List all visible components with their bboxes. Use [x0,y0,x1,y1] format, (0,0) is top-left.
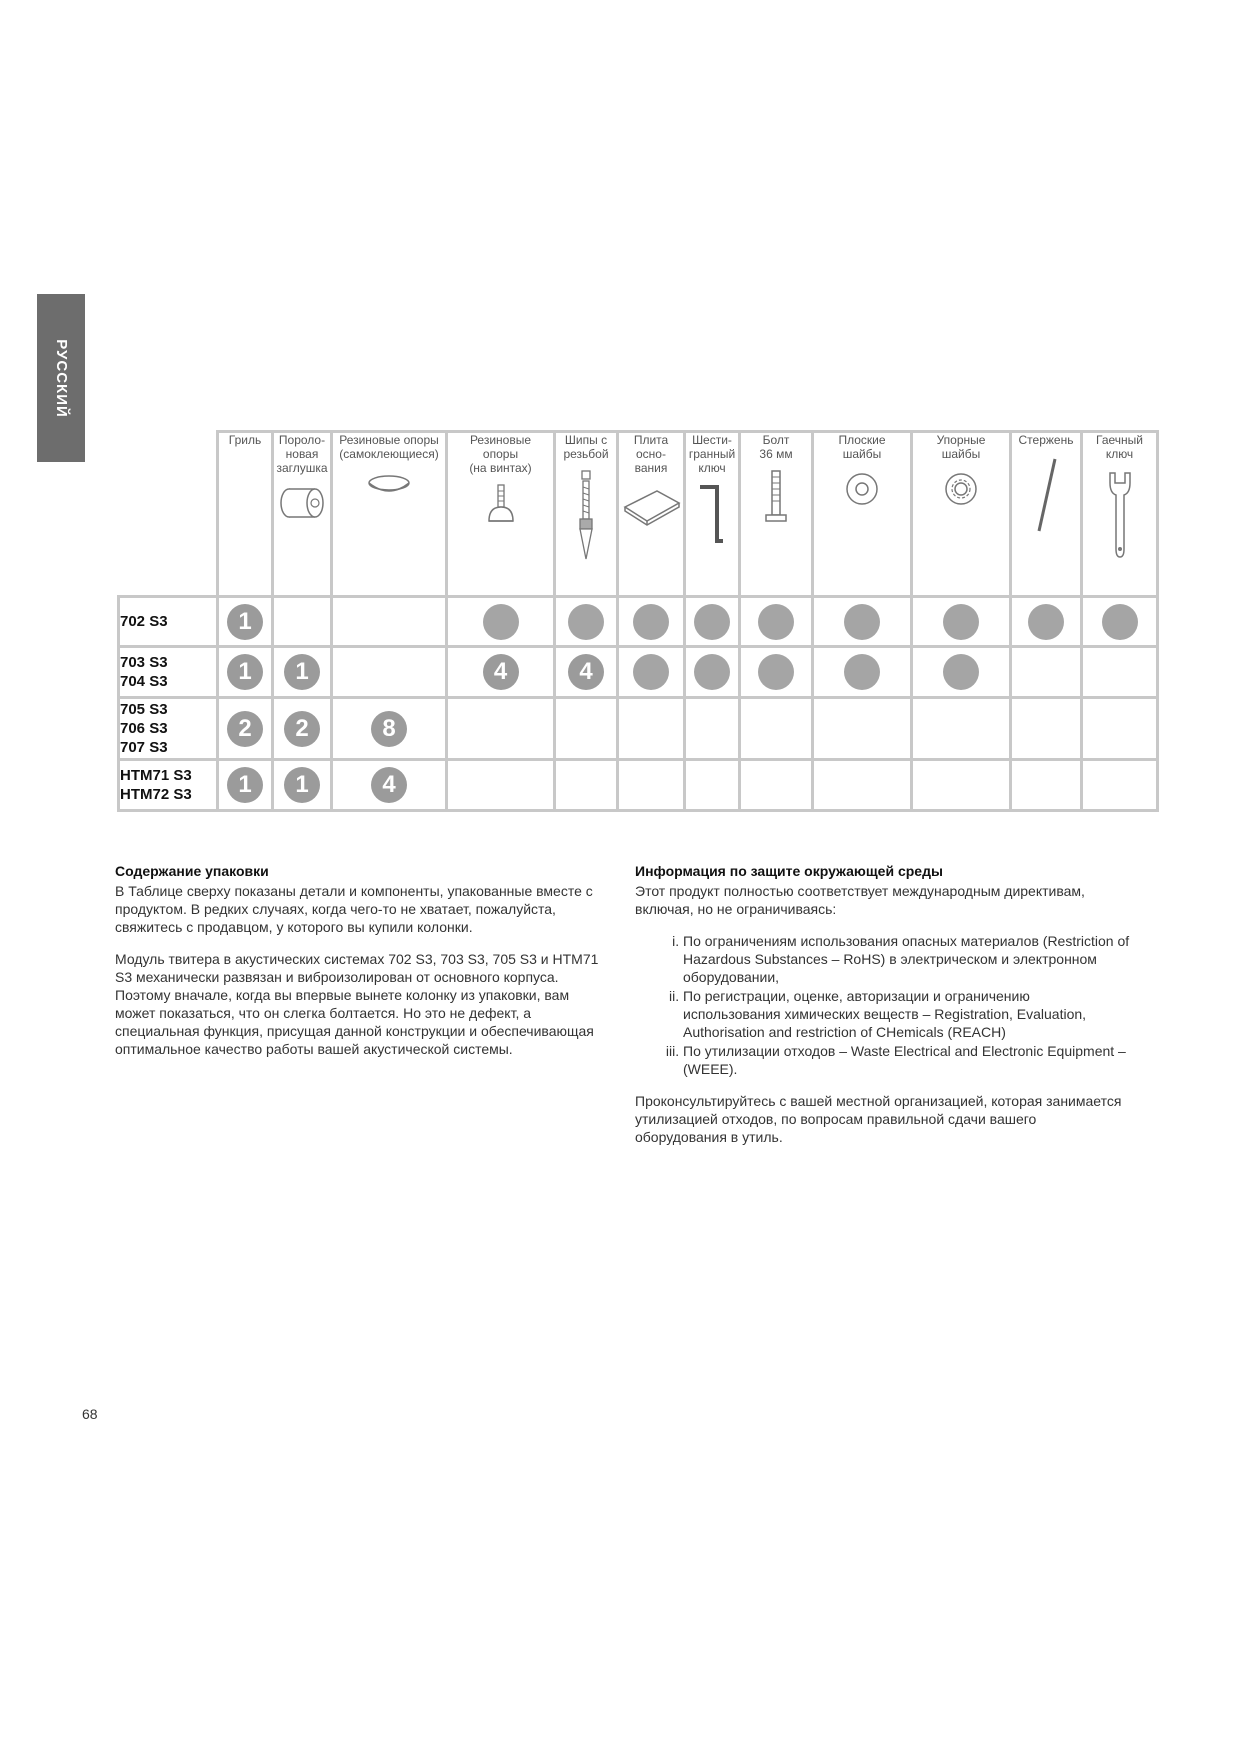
included-dot [758,604,794,640]
col-label: Резиновые опоры (самоклеющиеся) [339,433,439,461]
foam-plug-icon [277,483,327,523]
language-tab [37,294,85,462]
section-heading: Информация по защите окружающей среды [635,863,943,879]
col-label: Болт 36 мм [759,433,793,461]
section-heading: Содержание упаковки [115,863,269,879]
col-header [740,432,813,597]
paragraph: В Таблице сверху показаны детали и компоненты, упакованные вместе с продуктом. В редких случаях, когда чего-то не хватает, пожалуйста, свяжитесь с продавцом, у которого вы купили колонки. [115,883,593,935]
col-label: Стержень [1018,433,1074,447]
corner-cell [119,432,218,597]
package-contents-table [117,430,1159,812]
wrench-icon [1102,469,1138,561]
directives-list [635,932,1130,1078]
table-header-row [119,432,1158,597]
page-number: 68 [82,1406,98,1422]
environment-section [635,862,1130,1160]
col-label: Пороло- новая заглушка [276,433,328,475]
table-row [119,596,1158,647]
col-label: Шести- гранный ключ [688,433,736,475]
included-dot [1102,604,1138,640]
included-dot [568,604,604,640]
bolt-icon [761,469,791,525]
col-label: Гриль [228,433,262,447]
quantity-badge: 8 [371,711,407,747]
included-dot [483,604,519,640]
model-name: 702 S3 [120,613,168,630]
included-dot [694,654,730,690]
col-header [447,432,555,597]
included-dot [844,654,880,690]
col-header [332,432,447,597]
quantity-badge: 4 [568,654,604,690]
col-label: Шипы с резьбой [563,433,609,461]
table-row [119,760,1158,811]
model-cell [119,647,218,698]
col-header [273,432,332,597]
col-header [912,432,1011,597]
col-label: Плоские шайбы [838,433,886,461]
paragraph: Проконсультируйтесь с вашей местной организацией, которая занимается утилизацией отходов, по вопросам правильной сдачи вашего оборудования в утиль. [635,1093,1122,1145]
quantity-badge: 2 [227,711,263,747]
included-dot [694,604,730,640]
col-header [1082,432,1158,597]
model-name: 705 S3 706 S3 707 S3 [120,701,168,757]
model-name: HTM71 S3 HTM72 S3 [120,767,192,804]
model-cell [119,760,218,811]
list-item: i. По ограничениям использования опасных материалов (Restriction of Hazardous Substances – RoHS) в электрическом и электронном оборудовании, [683,932,1130,986]
included-dot [633,654,669,690]
model-cell [119,596,218,647]
paragraph: Модуль твитера в акустических системах 702 S3, 703 S3, 705 S3 и HTM71 S3 механически развязан и виброизолирован от основного корпуса. Поэтому вначале, когда вы впервые вынете колонку из упаковки, вам может показаться, что он слегка болтается. Но это не дефект, а специальная функция, присущая данной конструкции и обеспечивающая оптимальное качество работы вашей акустической системы. [115,951,599,1057]
col-label: Упорные шайбы [936,433,986,461]
rod-icon [1031,455,1061,535]
paragraph: Этот продукт полностью соответствует международным директивам, включая, но не ограничиваясь: [635,883,1085,917]
included-dot [844,604,880,640]
plinth-icon [621,483,681,533]
model-cell [119,697,218,760]
quantity-badge: 4 [371,767,407,803]
quantity-badge: 1 [284,767,320,803]
col-header [618,432,685,597]
table-row [119,697,1158,760]
included-dot [1028,604,1064,640]
included-dot [943,654,979,690]
model-name: 703 S3 704 S3 [120,654,168,691]
quantity-badge: 4 [483,654,519,690]
quantity-badge: 2 [284,711,320,747]
rubber-foot-icon [364,469,414,499]
col-label: Плита осно- вания [633,433,669,475]
col-header [218,432,273,597]
col-header [685,432,740,597]
included-dot [633,604,669,640]
included-dot [943,604,979,640]
spike-icon [574,469,598,561]
col-header [1011,432,1082,597]
col-header [555,432,618,597]
hex-key-icon [695,483,729,545]
package-contents-section [115,862,605,1072]
table-row [119,647,1158,698]
list-item: ii. По регистрации, оценке, авторизации и ограничению использования химических веществ – Registration, Evaluation, Authorisation and restriction of CHemicals (REACH) [683,987,1130,1041]
col-label: Резиновые опоры (на винтах) [469,433,532,475]
col-label: Гаечный ключ [1096,433,1143,461]
screw-foot-icon [481,483,521,531]
quantity-badge: 1 [284,654,320,690]
lock-washer-icon [941,469,981,509]
included-dot [758,654,794,690]
list-item: iii. По утилизации отходов – Waste Electrical and Electronic Equipment – (WEEE). [683,1042,1130,1078]
quantity-badge: 1 [227,654,263,690]
language-label: РУССКИЙ [52,338,70,418]
flat-washer-icon [842,469,882,509]
quantity-badge: 1 [227,604,263,640]
col-header [813,432,912,597]
quantity-badge: 1 [227,767,263,803]
